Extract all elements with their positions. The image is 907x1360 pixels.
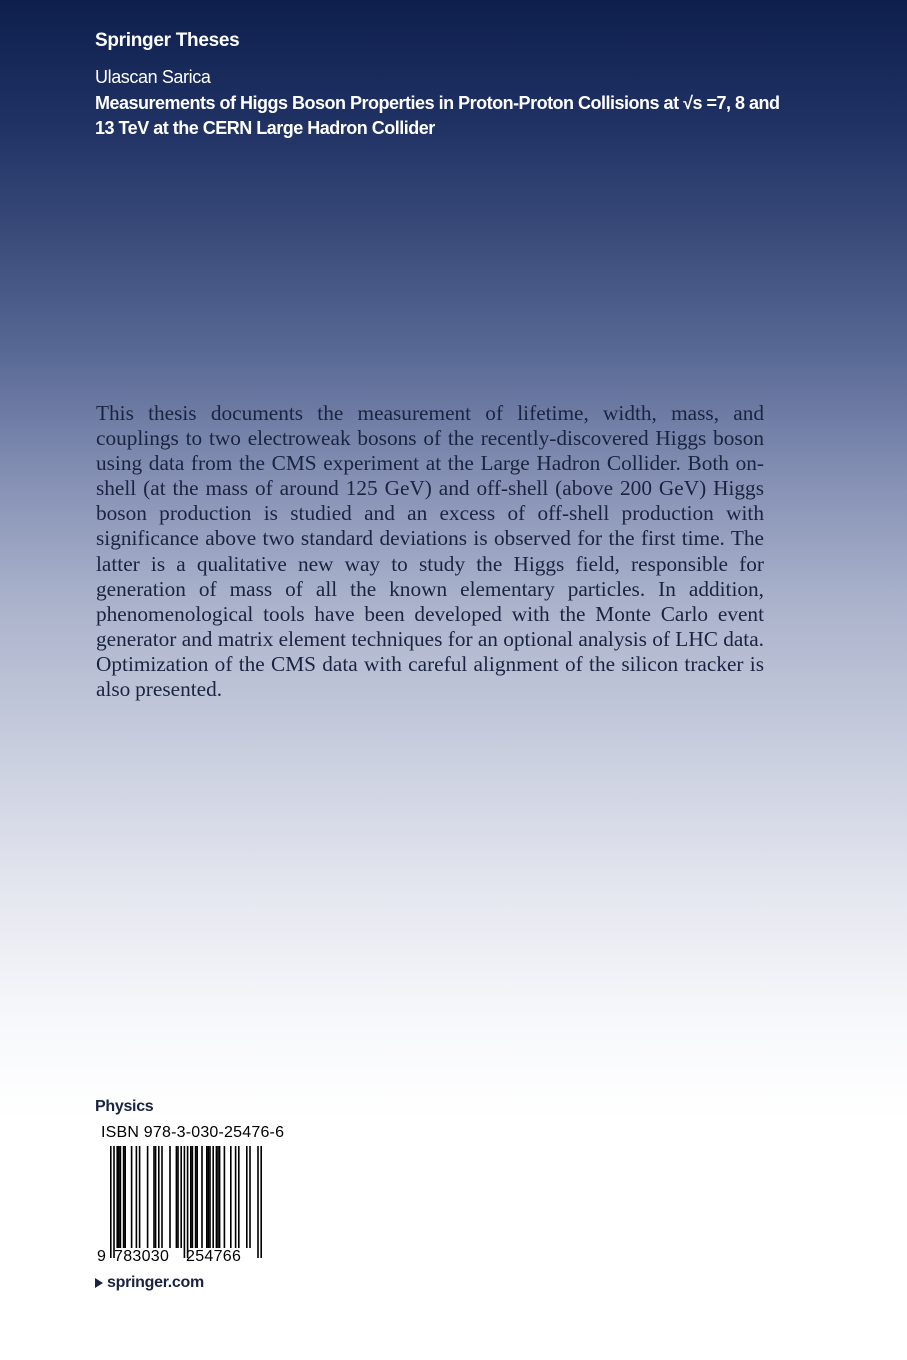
barcode-bar bbox=[257, 1146, 259, 1258]
barcode-bar bbox=[153, 1146, 155, 1248]
barcode-bar bbox=[249, 1146, 251, 1248]
barcode-bar bbox=[158, 1146, 160, 1248]
barcode-digits-left: 783030 bbox=[114, 1248, 170, 1265]
barcode-digits-right: 254766 bbox=[186, 1248, 242, 1265]
barcode-bar bbox=[176, 1146, 178, 1248]
series-name: Springer Theses bbox=[95, 30, 240, 51]
barcode-bar bbox=[224, 1146, 226, 1248]
book-description: This thesis documents the measurement of lifetime, width, mass, and couplings to two electroweak bosons of the recently-discovered Higgs boson using data from the CMS experiment at the Large Hadron Collider. Both on-shell (at the mass of around 125 GeV) and off-shell (above 200 GeV) Higgs boson production is studied and an excess of off-shell production with significance above two standard deviations is observed for the first time. The latter is a qualitative new way to study the Higgs field, responsible for generation of mass of all the known elementary particles. In addition, phenomenological tools have been developed with the Monte Carlo event generator and matrix element techniques for an optional analysis of LHC data. Optimization of the CMS data with careful alignment of the silicon tracker is also presented. bbox=[96, 401, 764, 702]
barcode-bar bbox=[177, 1146, 179, 1248]
barcode-bar bbox=[184, 1146, 186, 1258]
barcode-bar bbox=[147, 1146, 149, 1248]
barcode-bar bbox=[169, 1146, 171, 1248]
barcode-bar bbox=[192, 1146, 194, 1248]
barcode-bar bbox=[124, 1146, 126, 1248]
barcode-bar bbox=[208, 1146, 210, 1248]
barcode-bar bbox=[260, 1146, 262, 1258]
barcode-bar bbox=[155, 1146, 157, 1248]
barcode-bar bbox=[120, 1146, 122, 1248]
barcode-bar bbox=[113, 1146, 115, 1258]
barcode-digit-first: 9 bbox=[97, 1248, 106, 1265]
barcode-bar bbox=[217, 1146, 219, 1248]
triangle-arrow-icon bbox=[95, 1278, 103, 1288]
barcode-bar bbox=[209, 1146, 211, 1248]
barcode-bar bbox=[118, 1146, 120, 1248]
website-link[interactable] bbox=[95, 1274, 204, 1292]
book-title: Measurements of Higgs Boson Properties in Proton-Proton Collisions at √s =7, 8 and 13 TeV at the CERN Large Hadron Collider bbox=[95, 93, 780, 138]
barcode-bar bbox=[110, 1146, 112, 1258]
author-name: Ulascan Sarica bbox=[95, 67, 211, 87]
barcode-bar bbox=[116, 1146, 118, 1248]
barcode-bar bbox=[131, 1146, 133, 1248]
subject-label: Physics bbox=[95, 1098, 154, 1115]
barcode-bar bbox=[195, 1146, 197, 1248]
barcode-bar bbox=[219, 1146, 221, 1248]
barcode-bar bbox=[123, 1146, 125, 1248]
barcode-bar bbox=[161, 1146, 163, 1248]
barcode-bar bbox=[139, 1146, 141, 1248]
isbn-number: ISBN 978-3-030-25476-6 bbox=[101, 1124, 285, 1141]
barcode-bar bbox=[190, 1146, 192, 1248]
barcode-bar bbox=[196, 1146, 198, 1248]
barcode-bar bbox=[136, 1146, 138, 1248]
barcode-bar bbox=[212, 1146, 214, 1248]
barcode-bar bbox=[246, 1146, 248, 1248]
website-label: springer.com bbox=[107, 1274, 204, 1291]
barcode-bar bbox=[206, 1146, 208, 1248]
barcode-bar bbox=[180, 1146, 182, 1248]
barcode-bar bbox=[238, 1146, 240, 1248]
barcode-bar bbox=[201, 1146, 203, 1248]
barcode-bar bbox=[187, 1146, 189, 1258]
barcode-bar bbox=[216, 1146, 218, 1248]
barcode-bar bbox=[230, 1146, 232, 1248]
barcode-bar bbox=[235, 1146, 237, 1248]
